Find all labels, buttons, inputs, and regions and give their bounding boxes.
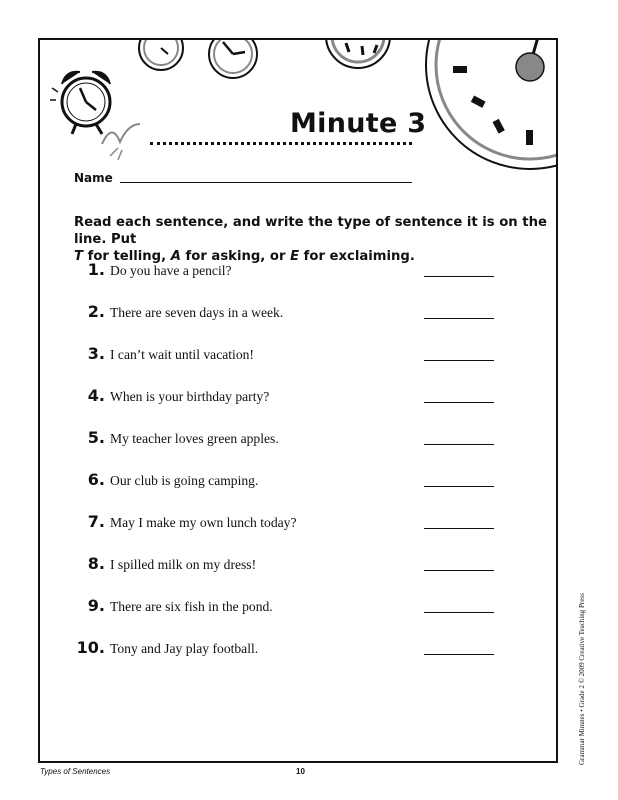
list-item — [40, 386, 558, 416]
name-field[interactable] — [120, 182, 412, 183]
list-item — [40, 344, 558, 374]
answer-line[interactable] — [424, 612, 494, 613]
small-clock-icon — [139, 40, 183, 70]
item-number: 5. — [87, 428, 105, 447]
item-sentence: My teacher loves green apples. — [110, 431, 279, 446]
answer-line[interactable] — [424, 318, 494, 319]
list-item — [40, 512, 558, 542]
item-sentence: Do you have a pencil? — [110, 263, 232, 278]
item-sentence: When is your birthday party? — [110, 389, 270, 404]
item-number: 9. — [87, 596, 105, 615]
item-number: 8. — [87, 554, 105, 573]
item-number: 4. — [87, 386, 105, 405]
answer-line[interactable] — [424, 402, 494, 403]
large-clock-icon — [426, 40, 558, 169]
item-sentence: There are six fish in the pond. — [110, 599, 273, 614]
answer-line[interactable] — [424, 654, 494, 655]
instructions: Read each sentence, and write the type of sentence it is on the line. Put T for telling, A for asking, or E for exclaiming. — [74, 215, 547, 264]
page-title: Minute 3 — [290, 108, 427, 139]
answer-line[interactable] — [424, 444, 494, 445]
item-sentence: May I make my own lunch today? — [110, 515, 297, 530]
list-item — [40, 470, 558, 500]
answer-line[interactable] — [424, 486, 494, 487]
copyright-notice: Grammar Minutes • Grade 2 © 2009 Creative Teaching Press — [578, 593, 586, 765]
footer-section: Types of Sentences — [40, 767, 111, 776]
list-item — [40, 638, 558, 668]
title-dotted-rule — [150, 142, 412, 145]
item-sentence: Our club is going camping. — [110, 473, 259, 488]
list-item — [40, 596, 558, 626]
answer-line[interactable] — [424, 570, 494, 571]
worksheet-frame — [38, 38, 558, 763]
list-item — [40, 428, 558, 458]
name-label: Name — [74, 171, 113, 185]
item-sentence: I can’t wait until vacation! — [110, 347, 254, 362]
list-item — [40, 260, 558, 290]
item-number: 1. — [87, 260, 105, 279]
item-number: 10. — [76, 638, 105, 657]
small-clock-icon — [326, 40, 390, 68]
item-number: 7. — [87, 512, 105, 531]
page-number: 10 — [296, 767, 305, 776]
small-clock-icon — [209, 40, 257, 78]
item-sentence: There are seven days in a week. — [110, 305, 284, 320]
answer-line[interactable] — [424, 528, 494, 529]
item-number: 2. — [87, 302, 105, 321]
list-item — [40, 302, 558, 332]
item-sentence: Tony and Jay play football. — [110, 641, 259, 656]
item-number: 3. — [87, 344, 105, 363]
alarm-clock-icon — [50, 72, 140, 160]
item-number: 6. — [87, 470, 105, 489]
item-sentence: I spilled milk on my dress! — [110, 557, 257, 572]
list-item — [40, 554, 558, 584]
answer-line[interactable] — [424, 276, 494, 277]
answer-line[interactable] — [424, 360, 494, 361]
